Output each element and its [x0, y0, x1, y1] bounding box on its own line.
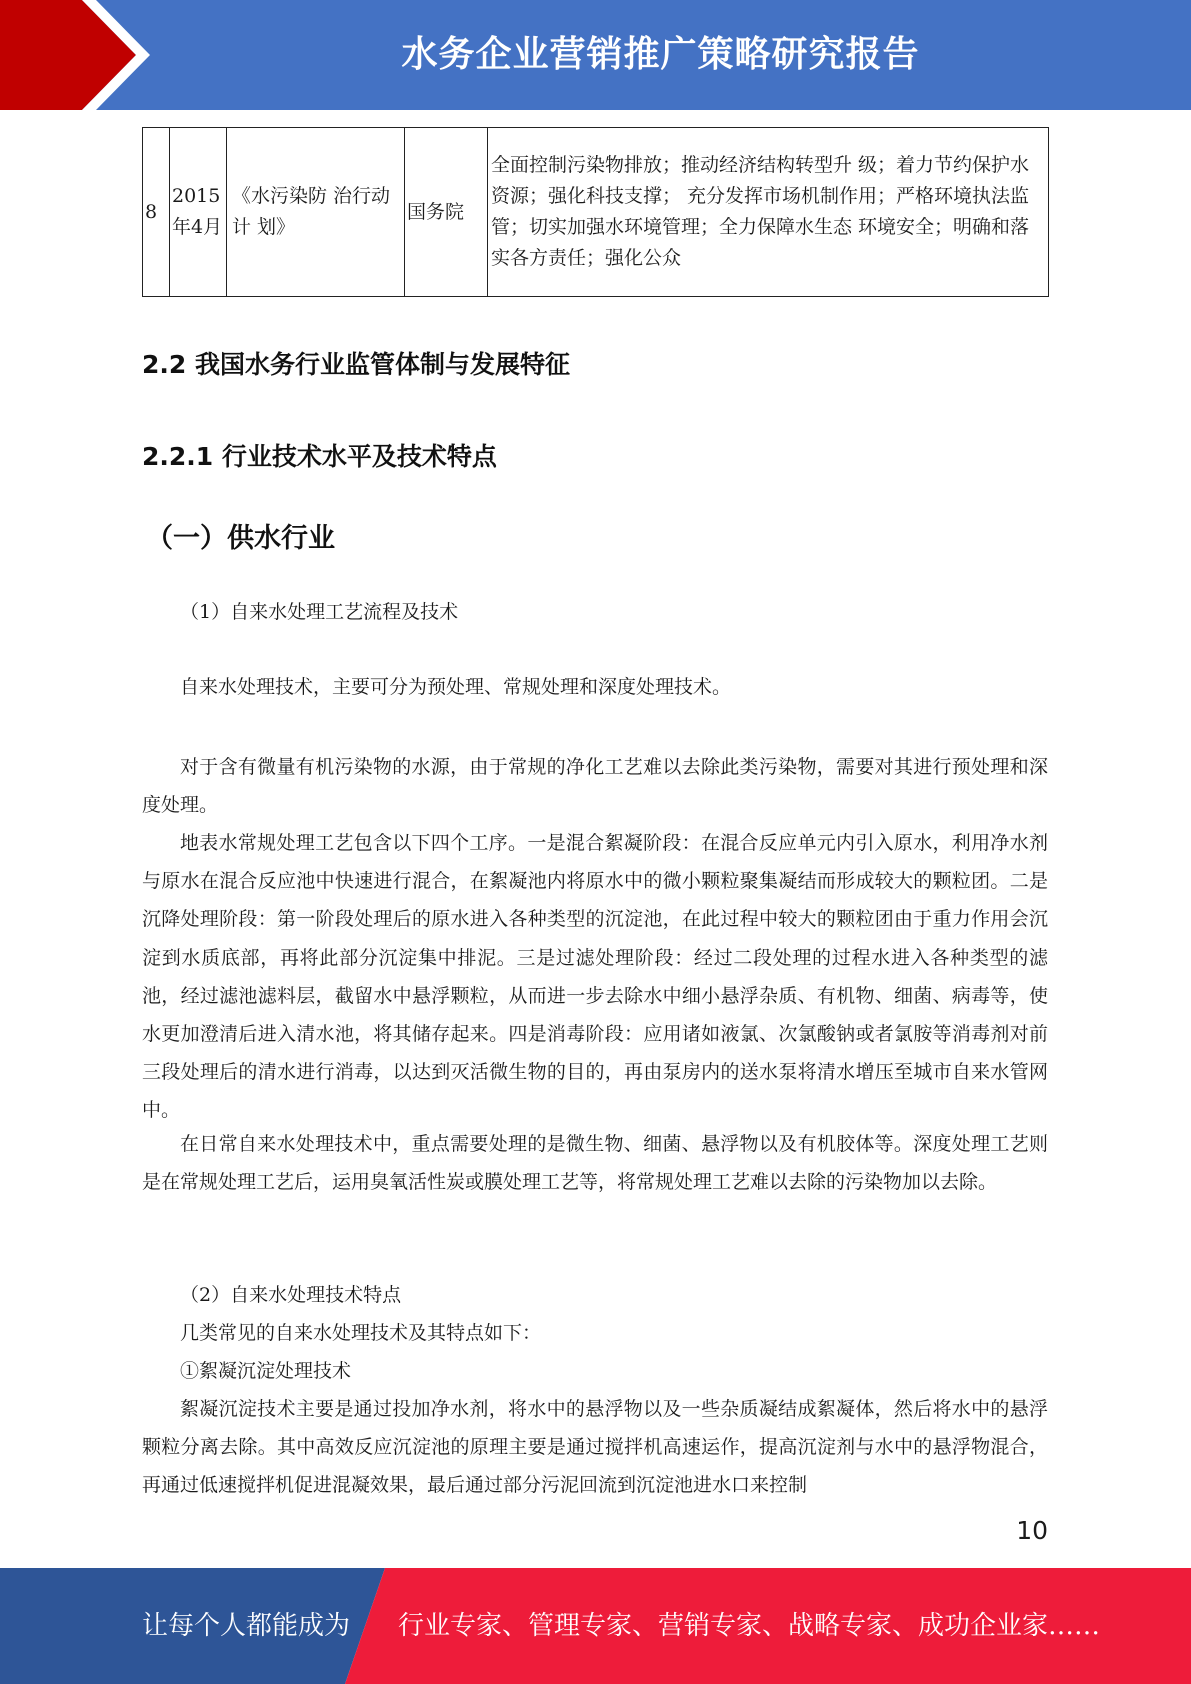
header-arrow-decoration: [0, 0, 160, 110]
footer-slogan-left: 让每个人都能成为: [142, 1611, 351, 1641]
footer-slogan-right: 行业专家、管理专家、营销专家、战略专家、成功企业家……: [398, 1611, 1101, 1641]
table-row: [143, 128, 1049, 297]
cell-policy-name: 《水污染防 治行动计 划》: [227, 128, 405, 297]
page-header: [0, 0, 1191, 110]
paragraph-surface-water: 地表水常规处理工艺包含以下四个工序。一是混合絮凝阶段：在混合反应单元内引入原水，利用净水剂与原水在混合反应池中快速进行混合，在絮凝池内将原水中的微小颗粒聚集凝结而形成较大的颗粒团。二是沉降处理阶段：第一阶段处理后的原水进入各种类型的沉淀池，在此过程中较大的颗粒团由于重力作用会沉淀到水质底部，再将此部分沉淀集中排泥。三是过滤处理阶段：经过二段处理的过程水进入各种类型的滤池，经过滤池滤料层，截留水中悬浮颗粒，从而进一步去除水中细小悬浮杂质、有机物、细菌、病毒等，使水更加澄清后进入清水池，将其储存起来。四是消毒阶段：应用诸如液氯、次氯酸钠或者氯胺等消毒剂对前三段处理后的清水进行消毒，以达到灭活微生物的目的，再由泵房内的送水泵将清水增压至城市自来水管网中。: [142, 832, 1048, 1122]
page-number: 10: [1016, 1516, 1048, 1545]
cell-issuer: 国务院: [405, 128, 488, 297]
page-footer: [0, 1568, 1191, 1684]
cell-content: 全面控制污染物排放；推动经济结构转型升 级；着力节约保护水资源；强化科技支撑； 充分发挥市场机制作用；严格环境执法监 管；切实加强水环境管理；全力保障水生态 环境安全；明确和落实各方责任；强化公众: [488, 128, 1049, 297]
paragraph-types: 几类常见的自来水处理技术及其特点如下：: [180, 1322, 542, 1344]
paragraph-pretreatment: 对于含有微量有机污染物的水源，由于常规的净化工艺难以去除此类污染物，需要对其进行预处理和深度处理。: [142, 756, 1048, 817]
item-heading-flocculation: ①絮凝沉淀处理技术: [180, 1360, 352, 1382]
step-heading-1: （1）自来水处理工艺流程及技术: [180, 601, 459, 623]
paragraph-daily-treatment: 在日常自来水处理技术中，重点需要处理的是微生物、细菌、悬浮物以及有机胶体等。深度处理工艺则是在常规处理工艺后，运用臭氧活性炭或膜处理工艺等，将常规处理工艺难以去除的污染物加以去除。: [142, 1133, 1048, 1194]
policy-table: [142, 127, 1049, 297]
category-heading: （一）供水行业: [146, 523, 335, 554]
cell-date: 2015年4月: [170, 128, 227, 297]
step-heading-2: （2）自来水处理技术特点: [180, 1284, 402, 1306]
paragraph-flocculation: 絮凝沉淀技术主要是通过投加净水剂，将水中的悬浮物以及一些杂质凝结成絮凝体，然后将水中的悬浮颗粒分离去除。其中高效反应沉淀池的原理主要是通过搅拌机高速运作，提高沉淀剂与水中的悬浮物混合，再通过低速搅拌机促进混凝效果，最后通过部分污泥回流到沉淀池进水口来控制: [142, 1398, 1048, 1497]
paragraph-intro: 自来水处理技术，主要可分为预处理、常规处理和深度处理技术。: [180, 676, 732, 698]
subsection-heading: 2.2.1 行业技术水平及技术特点: [142, 442, 497, 471]
report-title: 水务企业营销推广策略研究报告: [401, 34, 920, 75]
section-heading: 2.2 我国水务行业监管体制与发展特征: [142, 350, 570, 379]
cell-number: 8: [143, 128, 170, 297]
